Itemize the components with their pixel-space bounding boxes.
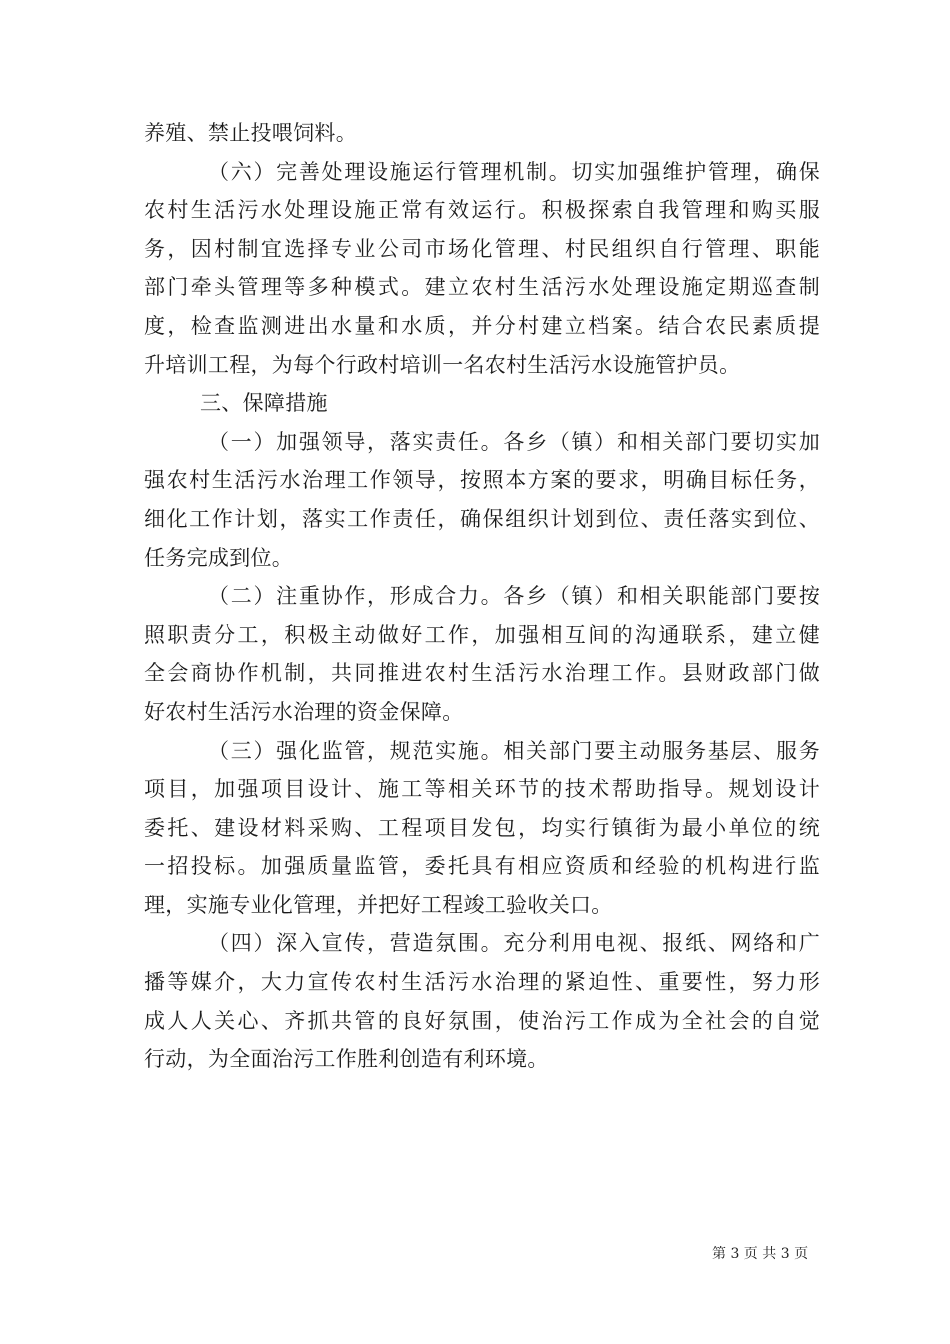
text-line: 任务完成到位。 [144, 545, 294, 570]
text-line: 一招投标。加强质量监管，委托具有相应资质和经验的机构进行监 [144, 854, 820, 879]
text-line: 成人人关心、齐抓共管的良好氛围，使治污工作成为全社会的自觉 [144, 1008, 820, 1033]
text-line: 强农村生活污水治理工作领导，按照本方案的要求，明确目标任务， [144, 468, 820, 493]
text-line: 项目，加强项目设计、施工等相关环节的技术帮助指导。规划设计 [144, 777, 820, 802]
section-heading: 三、保障措施 [200, 391, 328, 416]
document-body [144, 114, 820, 1079]
paragraph-heading-6: （六）完善处理设施运行管理机制。切实加强维护管理，确保 [208, 159, 820, 184]
text-line: 好农村生活污水治理的资金保障。 [144, 699, 464, 724]
text-line: 播等媒介，大力宣传农村生活污水治理的紧迫性、重要性，努力形 [144, 970, 820, 995]
text-line: 升培训工程，为每个行政村培训一名农村生活污水设施管护员。 [144, 352, 741, 377]
paragraph-heading-3: （三）强化监管，规范实施。相关部门要主动服务基层、服务 [208, 738, 820, 763]
text-line: 全会商协作机制，共同推进农村生活污水治理工作。县财政部门做 [144, 661, 820, 686]
text-line: 度，检查监测进出水量和水质，并分村建立档案。结合农民素质提 [144, 313, 820, 338]
text-line: 行动，为全面治污工作胜利创造有利环境。 [144, 1047, 549, 1072]
text-line: 部门牵头管理等多种模式。建立农村生活污水处理设施定期巡查制 [144, 275, 820, 300]
text-line: 委托、建设材料采购、工程项目发包，均实行镇街为最小单位的统 [144, 815, 820, 840]
paragraph-heading-2: （二）注重协作，形成合力。各乡（镇）和相关职能部门要按 [208, 584, 820, 609]
page-number-footer: 第 3 页 共 3 页 [712, 1246, 809, 1262]
text-line: 细化工作计划，落实工作责任，确保组织计划到位、责任落实到位、 [144, 506, 820, 531]
text-line: 照职责分工，积极主动做好工作，加强相互间的沟通联系，建立健 [144, 622, 820, 647]
text-line: 务，因村制宜选择专业公司市场化管理、村民组织自行管理、职能 [144, 236, 820, 261]
text-line: 养殖、禁止投喂饲料。 [144, 121, 357, 145]
paragraph-heading-4: （四）深入宣传，营造氛围。充分利用电视、报纸、网络和广 [208, 931, 820, 956]
text-line: 理，实施专业化管理，并把好工程竣工验收关口。 [144, 892, 613, 917]
text-line: 农村生活污水处理设施正常有效运行。积极探索自我管理和购买服 [144, 198, 820, 223]
paragraph-heading-1: （一）加强领导，落实责任。各乡（镇）和相关部门要切实加 [208, 429, 820, 454]
